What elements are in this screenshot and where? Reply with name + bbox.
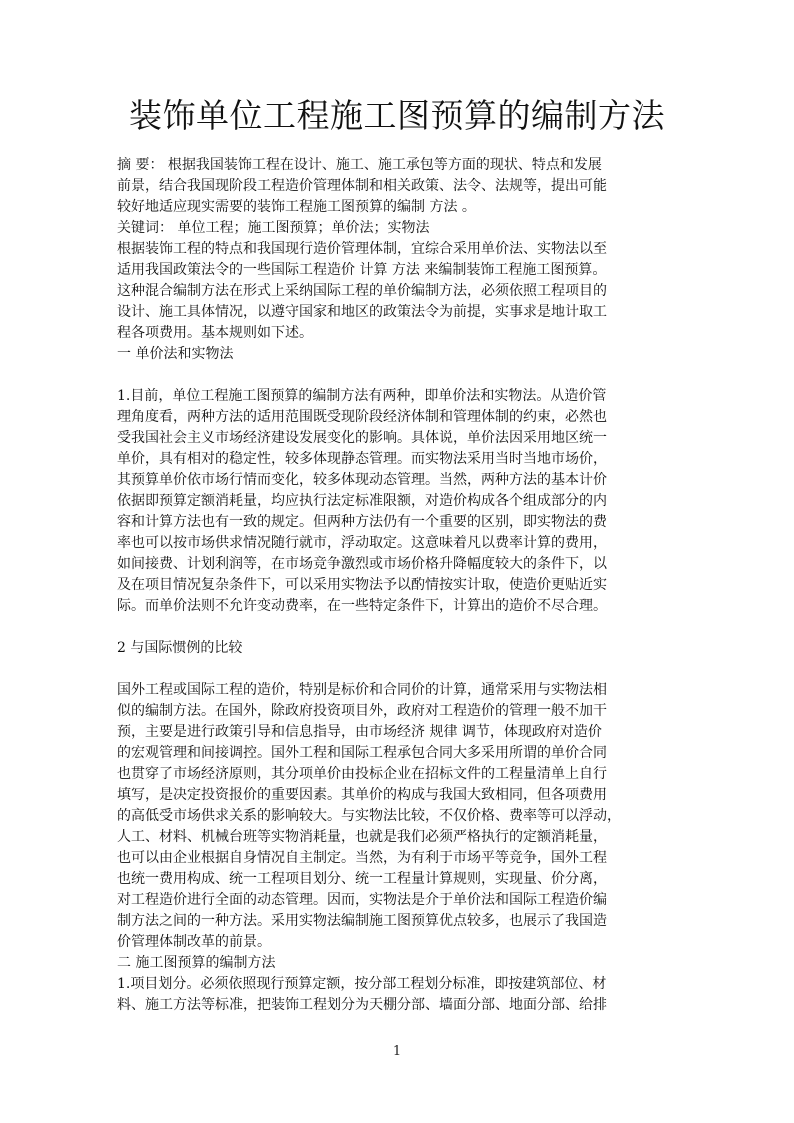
keywords-text: 关键词： 单位工程；施工图预算；单价法；实物法	[117, 220, 430, 236]
section-one-line: 理角度看，两种方法的适用范围既受现阶段经济体制和管理体制的约束，必然也	[117, 409, 607, 425]
section-three-line: 1.项目划分。必须依照现行预算定额，按分部工程划分标准，即按建筑部位、材	[117, 976, 607, 992]
section-three	[117, 953, 683, 1016]
intro-line: 设计、施工具体情况，以遵守国家和地区的政策法令为前提，实事求是地计取工	[117, 304, 607, 320]
section-one-line: 受我国社会主义市场经济建设发展变化的影响。具体说，单价法因采用地区统一	[117, 430, 607, 446]
section-two-line: 也可以由企业根据自身情况自主制定。当然，为有利于市场平等竞争，国外工程	[117, 850, 607, 866]
section-two-line: 的高低受市场供求关系的影响较大。与实物法比较，不仅价格、费率等可以浮动，	[117, 808, 621, 824]
section-one-line: 单价，具有相对的稳定性，较多体现静态管理。而实物法采用当时当地市场价，	[117, 451, 607, 467]
section-two-line: 似的编制方法。在国外，除政府投资项目外，政府对工程造价的管理一般不加干	[117, 703, 607, 719]
section-one-line: 其预算单价依市场行情而变化，较多体现动态管理。当然，两种方法的基本计价	[117, 472, 607, 488]
intro-line: 适用我国政策法令的一些国际工程造价 计算 方法 来编制装饰工程施工图预算。	[117, 262, 607, 278]
keywords-line	[117, 218, 683, 239]
section-three-line: 料、施工方法等标准，把装饰工程划分为天棚分部、墙面分部、地面分部、给排	[117, 997, 607, 1013]
section-two-line: 也贯穿了市场经济原则，其分项单价由投标企业在招标文件的工程量清单上自行	[117, 766, 607, 782]
section-one	[117, 344, 683, 617]
paragraph-spacer	[117, 617, 683, 638]
abstract-paragraph	[117, 155, 683, 218]
intro-line: 程各项费用。基本规则如下述。	[117, 325, 313, 341]
section-two-line: 也统一费用构成、统一工程项目划分、统一工程量计算规则，实现量、价分离，	[117, 871, 607, 887]
abstract-line: 较好地适应现实需要的装饰工程施工图预算的编制 方法 。	[117, 199, 476, 215]
page-number: 1	[392, 1044, 402, 1059]
section-two-line: 制方法之间的一种方法。采用实物法编制施工图预算优点较多，也展示了我国造	[117, 913, 607, 929]
section-two-line: 国外工程或国际工程的造价，特别是标价和合同价的计算，通常采用与实物法相	[117, 682, 607, 698]
section-one-line: 依据即预算定额消耗量，均应执行法定标准限额，对造价构成各个组成部分的内	[117, 493, 607, 509]
section-two-line: 对工程造价进行全面的动态管理。因而，实物法是介于单价法和国际工程造价编	[117, 892, 607, 908]
section-two-line: 人工、材料、机械台班等实物消耗量，也就是我们必须严格执行的定额消耗量，	[117, 829, 607, 845]
document-title: 装饰单位工程施工图预算的编制方法	[129, 96, 665, 135]
section-one-line: 率也可以按市场供求情况随行就市，浮动取定。这意味着凡以费率计算的费用，	[117, 535, 607, 551]
section-one-heading: 一 单价法和实物法	[117, 346, 234, 362]
abstract-line: 摘 要： 根据我国装饰工程在设计、施工、施工承包等方面的现状、特点和发展	[117, 157, 602, 173]
paragraph-spacer	[117, 659, 683, 680]
section-two-line: 的宏观管理和间接调控。国外工程和国际工程承包合同大多采用所谓的单价合同	[117, 745, 607, 761]
abstract-line: 前景，结合我国现阶段工程造价管理体制和相关政策、法令、法规等，提出可能	[117, 178, 607, 194]
document-body	[117, 155, 683, 1016]
section-two-line: 填写，是决定投资报价的重要因素。其单价的构成与我国大致相同，但各项费用	[117, 787, 607, 803]
intro-line: 根据装饰工程的特点和我国现行造价管理体制，宜综合采用单价法、实物法以至	[117, 241, 607, 257]
section-two-line: 预，主要是进行政策引导和信息指导，由市场经济 规律 调节，体现政府对造价	[117, 724, 602, 740]
paragraph-spacer	[117, 365, 683, 386]
intro-line: 这种混合编制方法在形式上采纳国际工程的单价编制方法，必须依照工程项目的	[117, 283, 607, 299]
section-one-line: 1.目前，单位工程施工图预算的编制方法有两种，即单价法和实物法。从造价管	[117, 388, 607, 404]
section-two-line: 价管理体制改革的前景。	[117, 934, 271, 950]
section-three-heading: 二 施工图预算的编制方法	[117, 955, 276, 971]
section-one-line: 际。而单价法则不允许变动费率，在一些特定条件下，计算出的造价不尽合理。	[117, 598, 607, 614]
section-two-heading: 2 与国际惯例的比较	[117, 640, 243, 656]
section-one-line: 及在项目情况复杂条件下，可以采用实物法予以酌情按实计取，使造价更贴近实	[117, 577, 607, 593]
section-two	[117, 638, 683, 953]
section-one-line: 容和计算方法也有一致的规定。但两种方法仍有一个重要的区别，即实物法的费	[117, 514, 607, 530]
intro-paragraph	[117, 239, 683, 344]
section-one-line: 如间接费、计划利润等，在市场竞争激烈或市场价格升降幅度较大的条件下，以	[117, 556, 607, 572]
